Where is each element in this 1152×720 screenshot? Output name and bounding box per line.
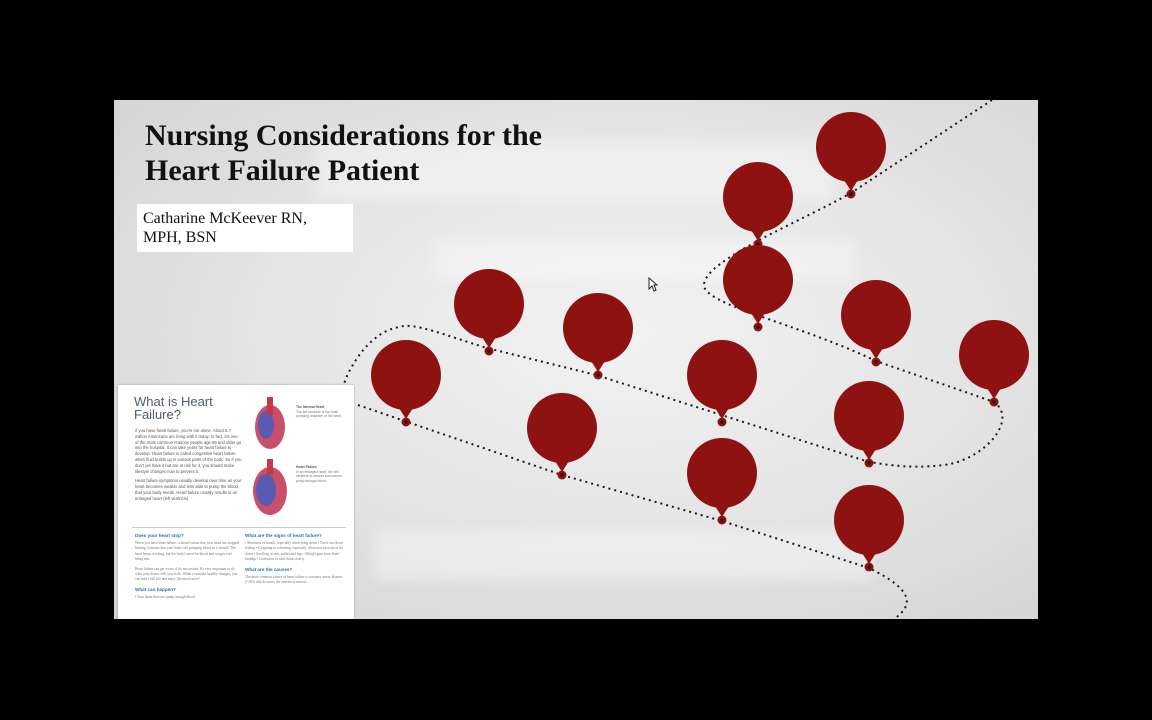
- caption-normal-title: The Normal Heart: [296, 405, 325, 409]
- flyer-right-column: [245, 533, 349, 589]
- section-text: The most common causes of heart failure is coronary artery disease (CAD) which causes the arteries to narrow...: [245, 574, 342, 585]
- flyer-left-column: [135, 533, 239, 604]
- balloon-marker: [959, 320, 1029, 407]
- section-text: When you have heart failure, it doesn't mean that your heart has stopped beating. It means that your heart isn't pumping blood as it should. The heart keeps working, but the body's need for blood and oxygen isn't being met.: [135, 541, 239, 562]
- section-heading: What can happen?: [135, 586, 176, 592]
- balloon-marker: [527, 393, 597, 480]
- section-text: • Your heart does not pump enough blood.: [135, 594, 196, 599]
- balloon-marker: [563, 293, 633, 380]
- section-text: Heart failure can get worse if it's not treated. It's very important to do what your doctor tells you to do. When you make healthy changes, you can lead a full life and enjoy life much more!: [135, 566, 238, 582]
- flyer-divider: [132, 527, 346, 528]
- balloon-group: [371, 112, 1029, 572]
- balloon-marker: [687, 438, 757, 525]
- balloon-marker: [454, 269, 524, 356]
- balloon-marker: [687, 340, 757, 427]
- section-heading: Does your heart stop?: [135, 533, 184, 538]
- caption-normal-text: The left ventricle is the main pumping chamber of the heart.: [296, 409, 343, 419]
- balloon-marker: [834, 381, 904, 468]
- failing-heart-illustration: [249, 457, 291, 519]
- mouse-cursor-icon: [648, 277, 658, 292]
- caption-failure-title: Heart Failure: [296, 465, 317, 469]
- author-box: Catharine McKeever RN, MPH, BSN: [137, 204, 353, 252]
- section-text: • Shortness of breath, especially when lying down • Tired, run-down feeling • Coughing or wheezing, especially when you exercise or lie down • Swelling in feet, ankles and legs • Weight gain from fluid buildup • Confusion or can't think clearly: [245, 541, 344, 562]
- flyer-intro-p1: If you have heart failure, you're not alone. About 5.7 million Americans are living with it today. In fact, it's one of the most common reasons people age 65 and older go into the hospital. It can take years for heart failure to develop. Heart failure is called congestive heart failure when fluid builds up in various parts of the body. So if you don't yet have it but are at risk for it, you should make lifestyle changes now to prevent it.: [135, 428, 242, 474]
- balloon-marker: [834, 485, 904, 572]
- flyer-intro: [135, 428, 242, 502]
- caption-failure-text: In an enlarged heart, the left ventricle is weaker and cannot pump enough blood.: [296, 469, 342, 483]
- prezi-slide: [114, 100, 1038, 619]
- normal-heart-illustration: [249, 393, 291, 455]
- section-heading: What are the causes?: [245, 566, 293, 572]
- balloon-marker: [723, 162, 793, 249]
- normal-heart-caption: [296, 405, 348, 419]
- heart-failure-caption: [296, 465, 348, 483]
- flyer-intro-p2: Heart failure symptoms usually develop over time as your heart becomes weaker and less able to pump the blood that your body needs. Heart failure usually results in an enlarged heart (left ventricle).: [135, 478, 242, 501]
- heart-failure-flyer: [118, 385, 354, 619]
- presentation-title: Nursing Considerations for the Heart Failure Patient: [145, 119, 542, 187]
- flyer-title: What is Heart Failure?: [134, 394, 213, 422]
- balloon-marker: [816, 112, 886, 199]
- balloon-marker: [723, 245, 793, 332]
- section-heading: What are the signs of heart failure?: [245, 533, 322, 538]
- balloon-marker: [841, 280, 911, 367]
